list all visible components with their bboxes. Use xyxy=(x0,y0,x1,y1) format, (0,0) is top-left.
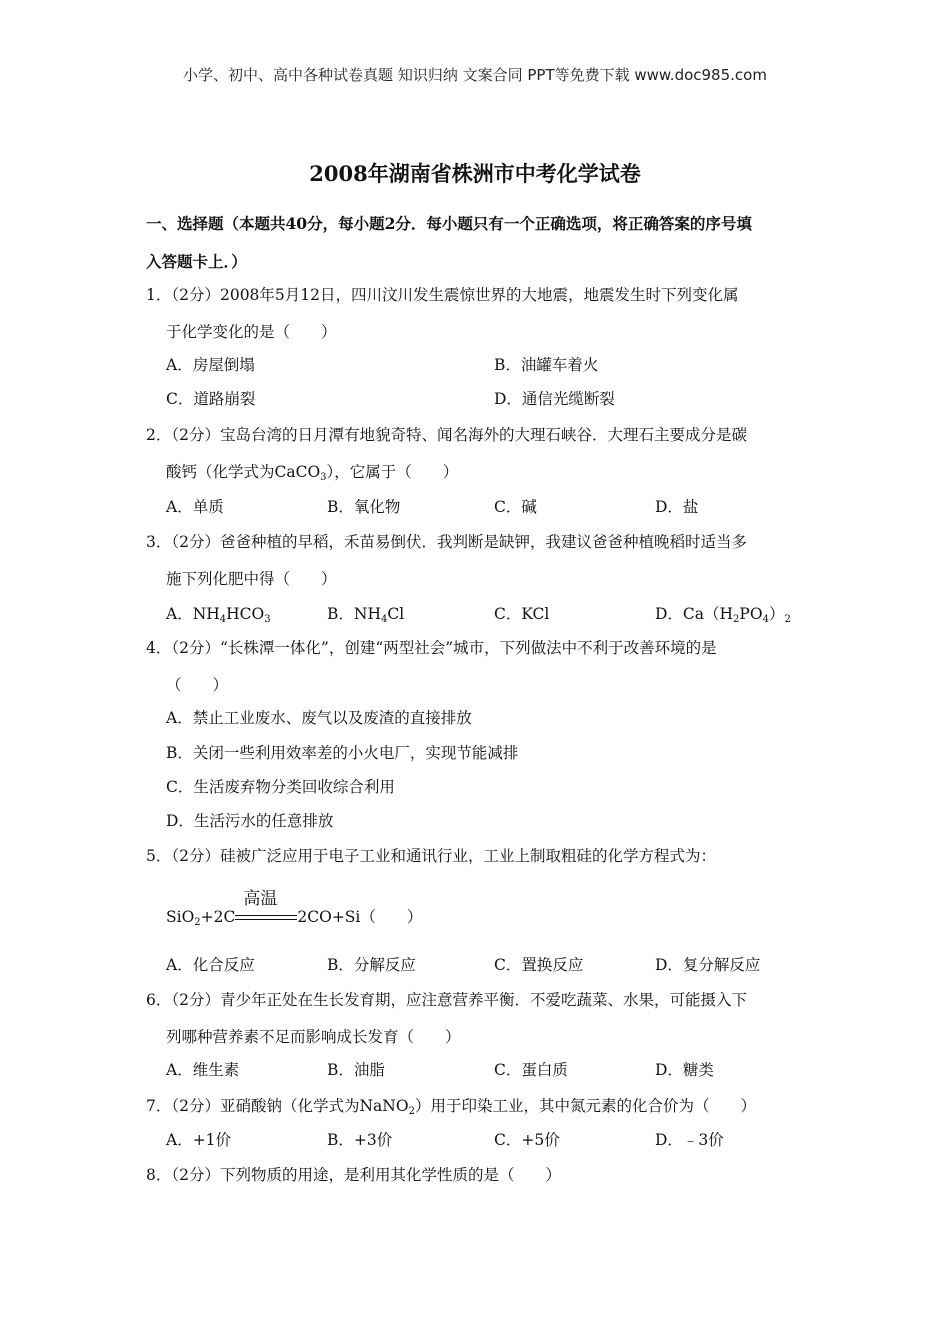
q1-option-c: C．道路崩裂 xyxy=(166,390,256,408)
q3-option-b: B．$NH_4Cl$ xyxy=(327,605,405,625)
q6-option-c: C．蛋白质 xyxy=(494,1061,568,1079)
q4-option-b: B．关闭一些利用效率差的小火电厂，实现节能减排 xyxy=(166,744,519,762)
q6-option-d: D．糖类 xyxy=(655,1061,714,1079)
q6-option-a: A．维生素 xyxy=(166,1061,240,1079)
site-header: 小学、初中、高中各种试卷真题 知识归纳 文案合同 PPT等免费下载 www.doc985.com xyxy=(183,66,767,84)
q3-stem-line1: 3．（2分）爸爸种植的早稻，禾苗易倒伏．我判断是缺钾，我建议爸爸种植晚稻时适当多 xyxy=(146,533,747,551)
q1-stem-line2: 于化学变化的是（ ） xyxy=(166,323,337,341)
q3-stem-line2: 施下列化肥中得（ ） xyxy=(166,570,337,588)
q5-option-a: A．化合反应 xyxy=(166,956,255,974)
q8-stem-line1: 8．（2分）下列物质的用途，是利用其化学性质的是（ ） xyxy=(146,1166,561,1184)
q2-option-a: A．单质 xyxy=(166,498,224,516)
reaction-condition: 高温 xyxy=(235,910,297,926)
q5-option-c: C．置换反应 xyxy=(494,956,584,974)
q1-option-a: A．房屋倒塌 xyxy=(166,356,255,374)
q6-stem-line2: 列哪种营养素不足而影响成长发育（ ） xyxy=(166,1028,461,1046)
q3-option-c: C．KCl xyxy=(494,605,550,623)
q2-option-c: C．碱 xyxy=(494,498,537,516)
section-heading-line2: 入答题卡上．） xyxy=(146,252,247,271)
q1-stem-line1: 1．（2分）2008年5月12日，四川汶川发生震惊世界的大地震，地震发生时下列变化属 xyxy=(146,286,739,304)
q2-stem-line1: 2．（2分）宝岛台湾的日月潭有地貌奇特、闻名海外的大理石峡谷．大理石主要成分是碳 xyxy=(146,426,747,444)
section-heading-line1: 一、选择题（本题共40分，每小题2分．每小题只有一个正确选项，将正确答案的序号填 xyxy=(146,214,752,233)
q7-option-d: D．﹣3价 xyxy=(655,1131,724,1149)
q4-option-d: D．生活污水的任意排放 xyxy=(166,812,334,830)
q6-stem-line1: 6．（2分）青少年正处在生长发育期，应注意营养平衡．不爱吃蔬菜、水果，可能摄入下 xyxy=(146,991,747,1009)
q3-option-d: D．$Ca(H_2PO_4)_2$ xyxy=(655,605,791,625)
q7-option-c: C．+5价 xyxy=(494,1131,560,1149)
q4-stem-line1: 4．（2分）“长株潭一体化”，创建“两型社会”城市，下列做法中不利于改善环境的是 xyxy=(146,639,717,657)
q7-stem-line1: 7．（2分）亚硝酸钠（化学式为NaNO$_2$）用于印染工业，其中氮元素的化合价为（ ） xyxy=(146,1097,756,1117)
q2-option-d: D．盐 xyxy=(655,498,699,516)
q7-option-b: B．+3价 xyxy=(327,1131,393,1149)
q2-option-b: B．氧化物 xyxy=(327,498,401,516)
q4-option-a: A．禁止工业废水、废气以及废渣的直接排放 xyxy=(166,709,472,727)
q5-equation: SiO$_2$+2C 高温 2CO+Si（ ） xyxy=(166,889,423,928)
q5-option-b: B．分解反应 xyxy=(327,956,416,974)
q1-option-b: B．油罐车着火 xyxy=(494,356,599,374)
q6-option-b: B．油脂 xyxy=(327,1061,385,1079)
q2-stem-line2: 酸钙（化学式为CaCO$_3$），它属于（ ） xyxy=(166,463,459,483)
q4-option-c: C．生活废弃物分类回收综合利用 xyxy=(166,778,395,796)
q1-option-d: D．通信光缆断裂 xyxy=(494,390,615,408)
q5-option-d: D．复分解反应 xyxy=(655,956,761,974)
q5-stem-line1: 5．（2分）硅被广泛应用于电子工业和通讯行业，工业上制取粗硅的化学方程式为： xyxy=(146,847,716,865)
q4-stem-line2: （ ） xyxy=(166,676,229,694)
page-title: 2008年湖南省株洲市中考化学试卷 xyxy=(309,161,641,186)
q3-option-a: A．$NH_4HCO_3$ xyxy=(166,605,271,625)
q7-option-a: A．+1价 xyxy=(166,1131,232,1149)
